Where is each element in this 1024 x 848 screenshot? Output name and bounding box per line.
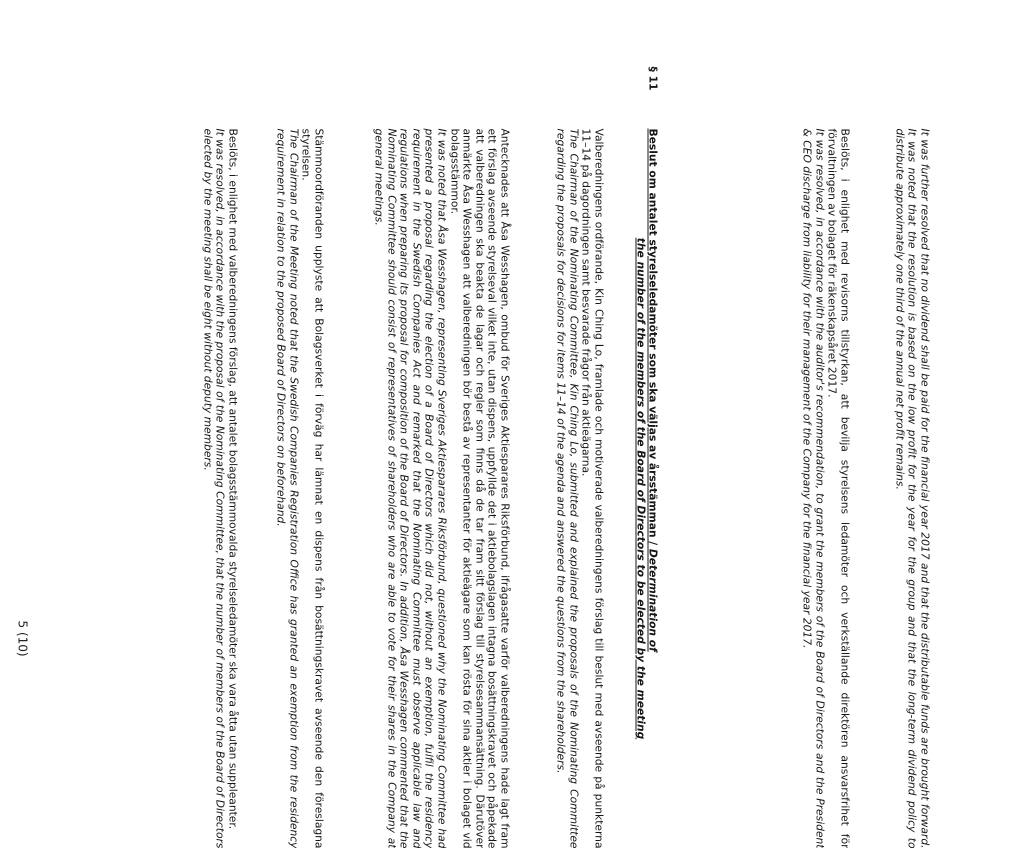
paragraph-dividend — [892, 128, 930, 848]
paragraph-board-size-en: It was resolved, in accordance with the proposal of the Nominating Committee, that the number of members of the Board of Directors elected by the meeting shall be eight without deputy members. — [200, 128, 227, 848]
paragraph-discharge-sv: Beslöts, i enlighet med revisorns tillstyrkan, att bevilja styrelsens ledamöter och verkställande direktören ansvarsfrihet för förvaltningen av bolaget för räkenskapsåret 2017. — [825, 128, 851, 848]
paragraph-chairman-proposal-en: The Chairman of the Nominating Committee, Kin Ching Lo, submitted and explained the proposals of the Nominating Committee regarding the proposals for decisions for items 11–14 of the agenda and answered the questions from the shareholders. — [554, 128, 580, 848]
paragraph-board-size-sv: Beslöts, i enlighet med valberedningens förslag, att antalet bolagsstämmovalda styrelseledamöter ska vara åtta utan suppleanter. — [226, 128, 239, 829]
paragraph-chairman-proposal-sv: Valberedningens ordförande, Kin Ching Lo, framlade och motiverade valberedningens förslag till beslut med avseende på punkterna 11–14 på dagordningen samt besvarade frågor från aktieägarna. — [579, 128, 605, 848]
section-title-sv: Beslut om antalet styrelseledamöter som ska väljas av årsstämman / — [646, 128, 659, 545]
paragraph-discharge-en: It was resolved, in accordance with the auditor's recommendation, to grant the members of the Board of Directors and the President & CEO discharge from liability for their management of the Company for the financial year 2017. — [800, 128, 826, 848]
section-title-en-part2: the number of the members of the Board of Directors to be elected by the meeting — [634, 237, 647, 739]
paragraph-discharge — [800, 128, 850, 848]
paragraph-chairman-proposal — [554, 128, 604, 848]
section-number: § 11 — [646, 66, 659, 90]
paragraph-wesshagen-sv: Antecknades att Åsa Wesshagen, ombud för Sveriges Aktiesparares Riksförbund, ifrågasatte varför valberedningens hade lagt fram ett förslag avseende styrelseval vilket inte, utan dispens, uppfyllde det i aktiebolagslagen intagna bosättningskravet och påpekade att valberedningen ska beakta de lagar och regler som finns då de tar fram sitt förslag till styrelsesammansättning. Därutöver anmärkte Åsa Wesshagen att valberedningen bör bestå av representanter för aktieägare som kan rösta för sina aktier i bolaget vid bolagsstämmor. — [447, 128, 511, 848]
page-number: 5 (10) — [15, 620, 29, 657]
paragraph-exemption — [274, 128, 324, 848]
paragraph-exemption-sv: Stämmoordföranden upplyste att Bolagsverket i förväg har lämnat en dispens från bosättningskravet avseende den föreslagna styrelsen. — [299, 128, 325, 848]
paragraph-wesshagen-en: It was noted that Åsa Wesshagen, representing Sveriges Aktiesparares Riksförbund, questioned why the Nominating Committee had presented a proposal regarding the election of a Board of Directors which did not, without an exemption, fulfil the residency requirement in the Swedish Companies Act and remarked that the Nominating Committee must observe applicable law and regulations when preparing its proposal for composition of the Board of Directors. In addition, Åsa Wesshagen commented that the Nominating Committee should consist of representatives of shareholders who are able to vote for their shares in the Company at general meetings. — [372, 128, 449, 848]
section-title-en-part1: Determination of — [646, 548, 659, 652]
paragraph-board-size — [200, 128, 238, 848]
paragraph-dividend-en: It was further resolved that no dividend shall be paid for the financial year 2017 and that the distributable funds are brought forward. It was noted that the resolution is based on the low profit for the year for the group and that the long-term dividend policy to distribute approximately one third of the annual net profit remains. — [892, 128, 931, 848]
paragraph-wesshagen — [371, 128, 510, 848]
paragraph-exemption-en: The Chairman of the Meeting noted that the Swedish Companies Registration Office has granted an exemption from the residency requirement in relation to the proposed Board of Directors on beforehand. — [274, 128, 300, 848]
